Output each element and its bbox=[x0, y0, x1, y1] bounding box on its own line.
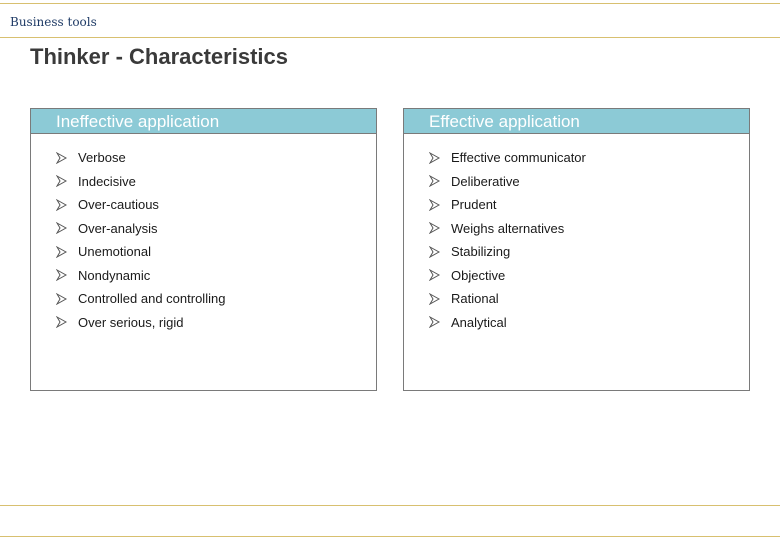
list-item bbox=[404, 240, 749, 264]
list-item-text: Over serious, rigid bbox=[78, 314, 184, 330]
arrowhead-bullet-icon bbox=[56, 246, 78, 258]
arrowhead-bullet-icon bbox=[429, 152, 451, 164]
top-rule bbox=[0, 3, 780, 4]
arrowhead-bullet-icon bbox=[429, 175, 451, 187]
arrowhead-bullet-icon bbox=[56, 269, 78, 281]
list-item-text: Stabilizing bbox=[451, 244, 511, 260]
ineffective-panel bbox=[30, 108, 377, 391]
arrowhead-bullet-icon bbox=[56, 316, 78, 328]
list-item-text: Prudent bbox=[451, 197, 497, 213]
list-item bbox=[31, 264, 376, 288]
footer-rule-top bbox=[0, 505, 780, 506]
list-item-text: Verbose bbox=[78, 150, 126, 166]
list-item bbox=[31, 311, 376, 335]
arrowhead-bullet-icon bbox=[56, 293, 78, 305]
ineffective-list bbox=[31, 134, 376, 334]
effective-panel-title: Effective application bbox=[404, 109, 749, 134]
arrowhead-bullet-icon bbox=[429, 246, 451, 258]
header-rule bbox=[0, 37, 780, 38]
list-item-text: Over-analysis bbox=[78, 220, 158, 236]
list-item bbox=[404, 217, 749, 241]
arrowhead-bullet-icon bbox=[429, 222, 451, 234]
list-item-text: Rational bbox=[451, 291, 499, 307]
arrowhead-bullet-icon bbox=[429, 199, 451, 211]
list-item bbox=[404, 193, 749, 217]
list-item bbox=[31, 287, 376, 311]
page-title: Thinker - Characteristics bbox=[30, 44, 288, 69]
list-item bbox=[31, 146, 376, 170]
list-item-text: Nondynamic bbox=[78, 267, 151, 283]
arrowhead-bullet-icon bbox=[56, 152, 78, 164]
effective-list bbox=[404, 134, 749, 334]
list-item-text: Effective communicator bbox=[451, 150, 586, 166]
arrowhead-bullet-icon bbox=[56, 175, 78, 187]
list-item-text: Analytical bbox=[451, 314, 507, 330]
list-item bbox=[404, 287, 749, 311]
arrowhead-bullet-icon bbox=[56, 199, 78, 211]
list-item bbox=[31, 170, 376, 194]
list-item-text: Controlled and controlling bbox=[78, 291, 226, 307]
ineffective-panel-title: Ineffective application bbox=[31, 109, 376, 134]
section-label: Business tools bbox=[10, 15, 97, 29]
arrowhead-bullet-icon bbox=[429, 293, 451, 305]
list-item bbox=[404, 311, 749, 335]
effective-panel bbox=[403, 108, 750, 391]
footer-rule-bottom bbox=[0, 536, 780, 537]
list-item-text: Weighs alternatives bbox=[451, 220, 565, 236]
list-item bbox=[31, 240, 376, 264]
list-item-text: Indecisive bbox=[78, 173, 136, 189]
list-item bbox=[31, 217, 376, 241]
list-item bbox=[404, 264, 749, 288]
list-item-text: Unemotional bbox=[78, 244, 151, 260]
list-item bbox=[31, 193, 376, 217]
list-item-text: Objective bbox=[451, 267, 506, 283]
list-item-text: Over-cautious bbox=[78, 197, 159, 213]
list-item bbox=[404, 170, 749, 194]
arrowhead-bullet-icon bbox=[429, 269, 451, 281]
arrowhead-bullet-icon bbox=[56, 222, 78, 234]
list-item bbox=[404, 146, 749, 170]
list-item-text: Deliberative bbox=[451, 173, 520, 189]
arrowhead-bullet-icon bbox=[429, 316, 451, 328]
